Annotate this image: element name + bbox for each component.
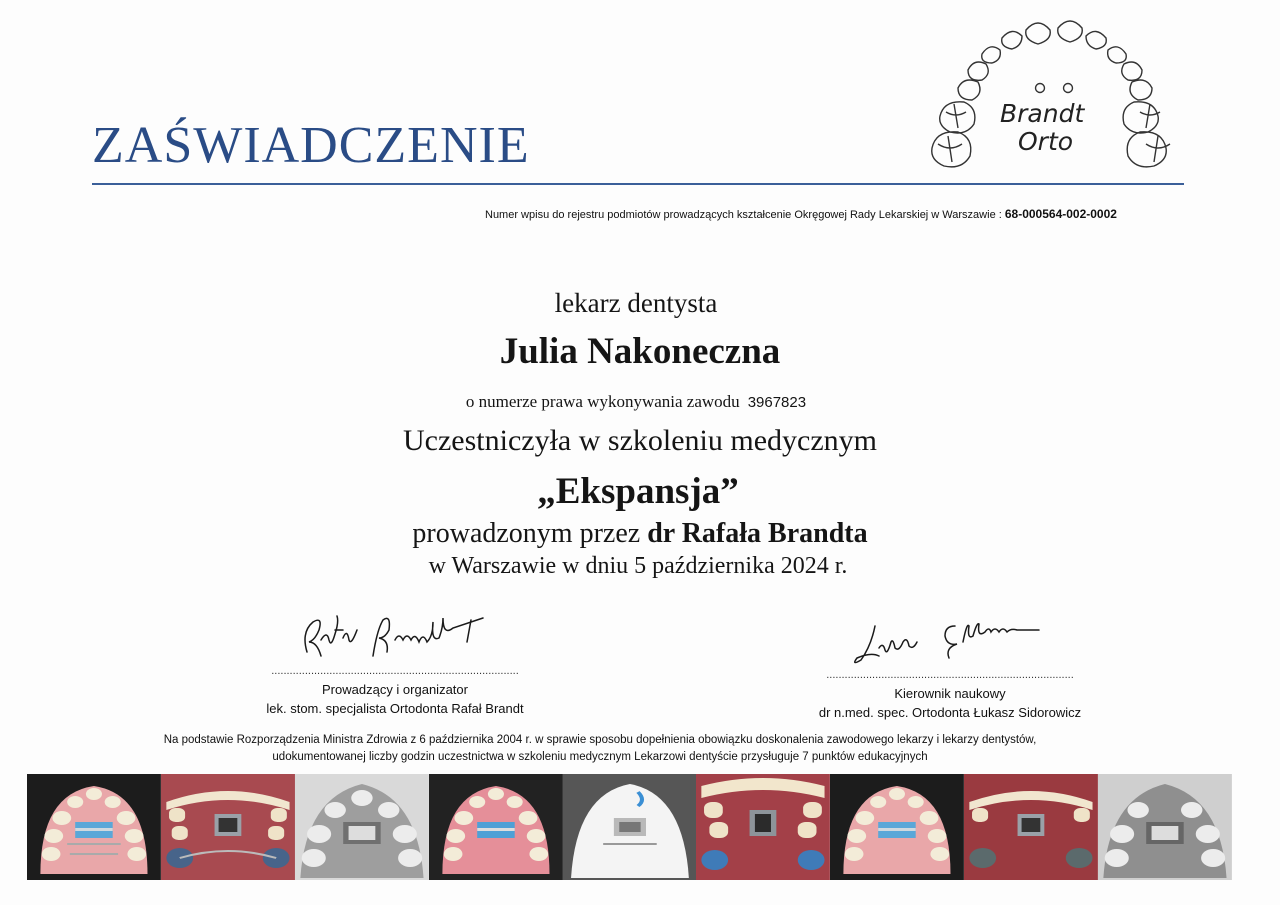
photo-model-white (563, 774, 697, 880)
scientific-name: dr n.med. spec. Ortodonta Łukasz Sidorowicz (818, 705, 1082, 720)
organizer-name: lek. stom. specjalista Ortodonta Rafał Brandt (266, 701, 524, 716)
instructor-line (0, 518, 1280, 550)
photo-arch-expander-2 (429, 774, 563, 880)
organizer-role: Prowadzący i organizator (322, 682, 468, 697)
place-date: w Warszawie w dniu 5 października 2024 r. (428, 553, 848, 579)
photo-arch-expander-1 (27, 774, 161, 880)
title-underline (92, 183, 1184, 185)
handwritten-signature-organizer (285, 610, 505, 666)
instructor-name: dr Rafała Brandta (647, 518, 868, 549)
photo-model-1 (295, 774, 429, 880)
license-line (0, 392, 1276, 412)
signature-line-left: ................................................................................. (271, 665, 519, 677)
license-label: o numerze prawa wykonywania zawodu (465, 392, 740, 411)
legal-basis (0, 732, 1200, 766)
certificate-title: ZAŚWIADCZENIE (92, 117, 530, 174)
scientific-role: Kierownik naukowy (894, 686, 1006, 701)
photo-intraoral-2 (696, 774, 830, 880)
photo-strip (27, 774, 1232, 880)
legal-line-1: Na podstawie Rozporządzenia Ministra Zdrowia z 6 października 2004 r. w sprawie sposobu dopełnienia obowiązku doskonalenia zawodowego lekarzy i lekarzy dentystów, (163, 734, 1037, 746)
legal-line-2: udokumentowanej liczby godzin uczestnictwa w szkoleniu medycznym Lekarzowi dentyście przysługuje 7 punktów edukacyjnych (272, 751, 928, 763)
course-title: „Ekspansja” (537, 471, 739, 512)
logo-line-orto: Orto (1018, 127, 1074, 156)
recipient-name: Julia Nakoneczna (499, 331, 781, 372)
photo-model-2 (1098, 774, 1232, 880)
registry-number: 68-000564-002-0002 (1004, 207, 1117, 221)
registry-text: Numer wpisu do rejestru podmiotów prowadzących kształcenie Okręgowej Rady Lekarskiej w Warszawie : (485, 209, 1005, 221)
instructor-prefix: prowadzonym przez (412, 518, 648, 549)
logo-wordmark (1000, 100, 1120, 156)
signature-block-organizer (240, 610, 550, 718)
logo-line-brandt: Brandt (1000, 99, 1085, 128)
photo-arch-expander-3 (830, 774, 964, 880)
registry-line (485, 207, 1117, 221)
signature-line-right: ................................................................................. (826, 669, 1074, 681)
recipient-role: lekarz dentysta (554, 288, 718, 318)
signature-block-scientific (800, 618, 1100, 722)
photo-intraoral-3 (964, 774, 1098, 880)
handwritten-signature-scientific (845, 618, 1055, 670)
license-number: 3967823 (747, 394, 807, 411)
photo-intraoral-1 (161, 774, 295, 880)
participation-text: Uczestniczyła w szkoleniu medycznym (403, 424, 877, 457)
